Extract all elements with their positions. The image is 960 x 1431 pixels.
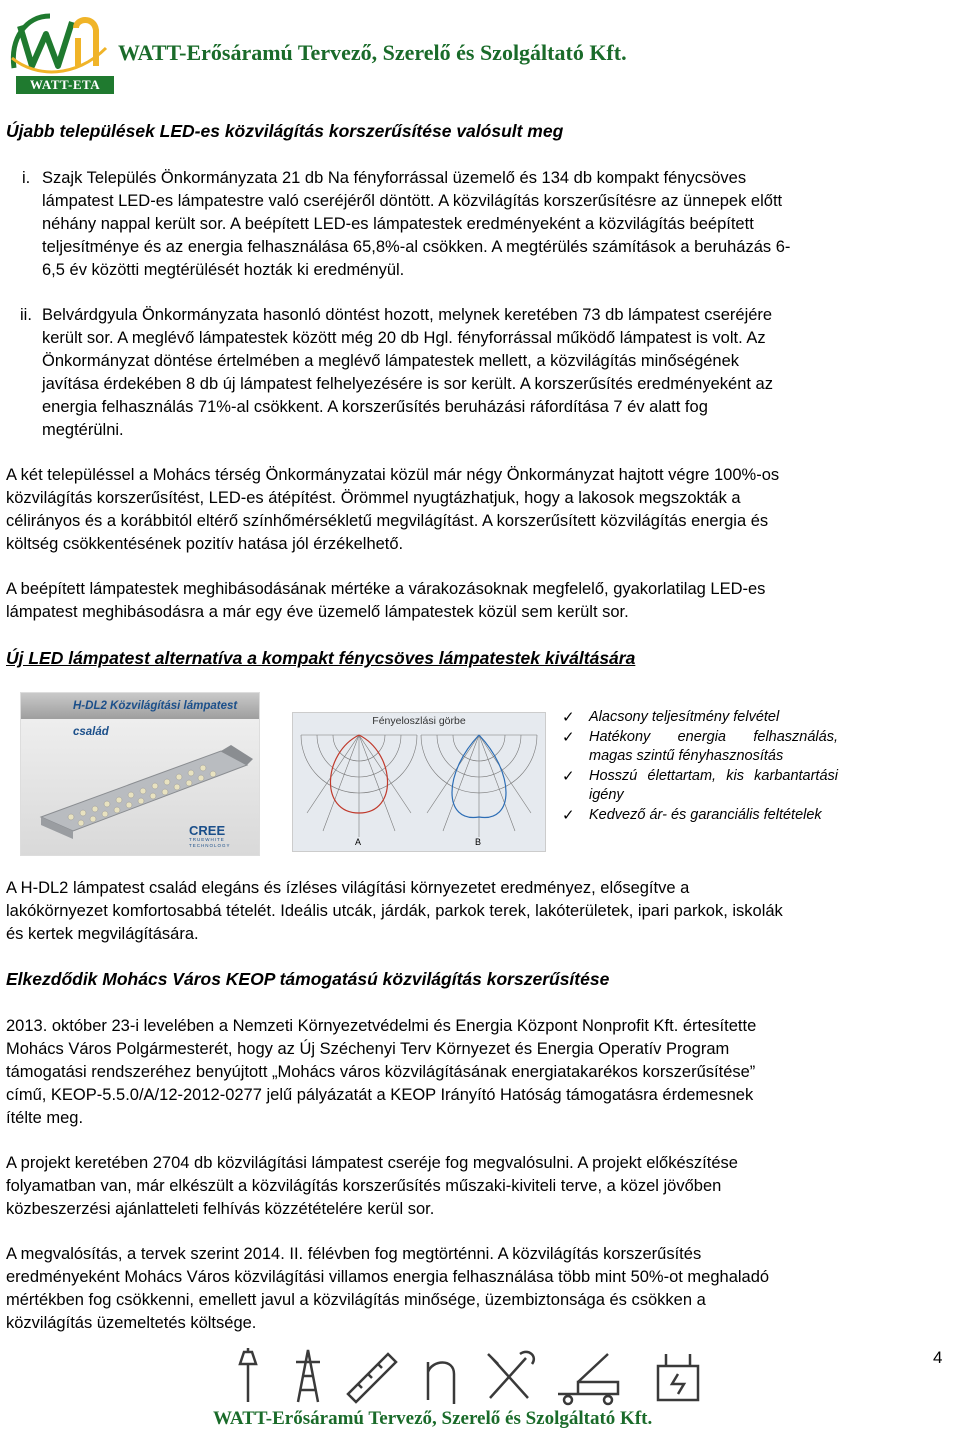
paragraph [6,1015,948,1130]
checkmark-icon: ✓ [562,768,575,785]
text-line: közvilágítás üzemeltetés költsége. [6,1314,257,1332]
text-line: és kertek megvilágítására. [6,925,199,943]
brand-tagline: TECHNOLOGY [189,843,231,848]
tools-icon [488,1352,534,1398]
paragraph [6,1243,948,1335]
text-line: lakókörnyezet komfortosabbá tételét. Ideális utcák, járdák, parkok terek, lakóterületek, ipari parkok, iskolák [6,902,783,920]
ruler-pencil-icon [348,1354,396,1402]
footer-icons-graphic [228,1344,728,1406]
section3-title: Elkezdődik Mohács Város KEOP támogatású közvilágítás korszerűsítése [6,969,610,989]
photo-title: H-DL2 Közvilágítási lámpatest család [21,693,259,719]
text-line: lámpatest meghibásodásra a már egy éve üzemelő lámpatestek közül sem került sor. [6,603,629,621]
paragraph [6,464,948,556]
list-number: ii. [20,306,32,324]
text-line: című, KEOP-5.5.0/A/12-2012-0277 jelű pályázatát a KEOP Irányító Hatóság támogatásra érdemesnek [6,1086,754,1104]
feature-checklist [562,708,838,826]
text-line: 2013. október 23-i levelében a Nemzeti Környezetvédelmi és Energia Központ Nonprofit Kft. értesítette [6,1017,757,1035]
text-line: A beépített lámpatestek meghibásodásának mértéke a várakozásoknak megfelelő, gyakorlatilag LED-es [6,580,766,598]
luminaire-photo [20,692,260,856]
text-line: Szajk Település Önkormányzata 21 db Na fényforrással üzemelő és 134 db kompakt fénycsöves [42,169,747,187]
text-line: költség csökkentésének pozitív hatása jól érzékelhető. [6,535,404,553]
pylon-icon [296,1350,320,1402]
text-line: A két településsel a Mohács térség Önkormányzatai közül már négy Önkormányzat hajtott végre 100%-os [6,466,780,484]
list-item: ✓ Alacsony teljesítmény felvétel [562,709,780,726]
list-item: ✓ Hosszú élettartam, kis karbantartási igény [562,768,838,803]
text-line: teljesítménye és az energia felhasználása 65,8%-al csökken. A megtérülés számítások a beruházás 6- [42,238,791,256]
paragraph [6,578,948,624]
footer-company-name: WATT-Erősáramú Tervező, Szerelő és Szolgáltató Kft. [213,1408,653,1429]
crane-truck-icon [558,1354,618,1404]
text-line: Belvárdgyula Önkormányzata hasonló döntést hozott, melynek keretében 73 db lámpatest cseréjére [42,306,773,324]
list-item: ✓ Hatékony energia felhasználás, magas szintű fényhasznosítás [562,729,838,764]
footer-icon-strip [228,1344,728,1406]
text-line: eredményeként Mohács Város közvilágítási villamos energia felhasználása több mint 50%-ot meghaladó [6,1268,770,1286]
text-line: folyamatban van, már elkészült a közvilágítás korszerűsítés műszaki-kiviteli terve, a közel jövőben [6,1177,722,1195]
paragraph [6,877,948,946]
page-header [0,0,960,100]
text-line: néhány nappal került sor. A beépített LED-es lámpatestek eredményeként a közvilágítás beépített [42,215,754,233]
checkmark-icon: ✓ [562,709,575,726]
brand-tagline: TRUEWHITE [189,837,225,842]
text-line: közbeszerzési ajánlatteleti felhívás közzétételére kerül sor. [6,1200,435,1218]
section2-title: Új LED lámpatest alternatíva a kompakt fénycsöves lámpatestek kiváltására [6,648,636,668]
text-line: Mohács Város Polgármesterét, hogy az Új Széchenyi Terv Környezet és Energia Operatív Program [6,1040,730,1058]
list-item-ii [20,304,948,442]
text-line: A H-DL2 lámpatest család elegáns és ízléses világítási környezetet eredményez, elősegítve a [6,879,690,897]
plot-label-b: B [475,837,482,847]
checkmark-icon: ✓ [562,729,575,746]
section1-title: Újabb települések LED-es közvilágítás korszerűsítése valósult meg [6,121,564,141]
page-number: 4 [933,1348,943,1367]
text-line: A megvalósítás, a tervek szerint 2014. II. félévben fog megtörténni. A közvilágítás korszerűsítés [6,1245,702,1263]
diagram-title: Fényeloszlási görbe [372,715,466,727]
text-line: támogatási rendszeréhez benyújtott „Mohács város közvilágításának energiatakarékos korszerűsítése” [6,1063,756,1081]
polar-plots [293,713,545,851]
text-line: Önkormányzat döntése értelmében a meglévő lámpatestek mellett, a közvilágítás minőségének [42,352,740,370]
text-line: ítélte meg. [6,1109,84,1127]
paragraph [6,1152,948,1221]
text-line: 6,5 év közötti megtérülését hozták ki eredményül. [42,261,405,279]
text-line: A projekt keretében 2704 db közvilágítási lámpatest cseréje fog megvalósulni. A projekt előkészítése [6,1154,738,1172]
efficiency-eta-icon [428,1362,454,1404]
text-line: került sor. A meglévő lámpatestek között még 20 db Hgl. fényforrással működő lámpatest is volt. Az [42,329,766,347]
header-company-name: WATT-Erősáramú Tervező, Szerelő és Szolgáltató Kft. [118,40,627,65]
text-line: megtérülni. [42,421,124,439]
company-logo [6,8,110,96]
list-item: ✓ Kedvező ár- és garanciális feltételek [562,807,822,824]
light-distribution-diagram [292,712,546,852]
text-line: lámpatest LED-es lámpatestre való cseréjéről döntött. A közvilágítás korszerűsítésre az ünnepek előtt [42,192,783,210]
text-line: célirányos és a korábbitól eltérő színhőmérsékletű megvilágítást. A korszerűsített közvilágítás energia és [6,512,769,530]
transformer-icon [658,1354,698,1400]
plot-label-a: A [355,837,362,847]
text-line: javítása érdekében 8 db új lámpatest felhelyezésére is sor került. A korszerűsítés eredményeként az [42,375,773,393]
checkmark-icon: ✓ [562,807,575,824]
list-item-i [22,167,948,282]
list-number: i. [22,169,31,187]
street-lamp-icon [240,1348,256,1402]
brand-logo: CREE [189,823,226,838]
logo-caption: WATT-ETA [16,76,114,94]
text-line: közvilágítás korszerűsítést, LED-es átépítést. Örömmel nyugtázhatjuk, hogy a lakosok megszokták a [6,489,741,507]
text-line: energia felhasználás 71%-al csökkent. A korszerűsítés beruházási ráfordítása 7 év alatt fog [42,398,708,416]
text-line: mértékben fog csökkenni, emellett javul a közvilágítás minősége, üzembiztonsága és csökken a [6,1291,706,1309]
